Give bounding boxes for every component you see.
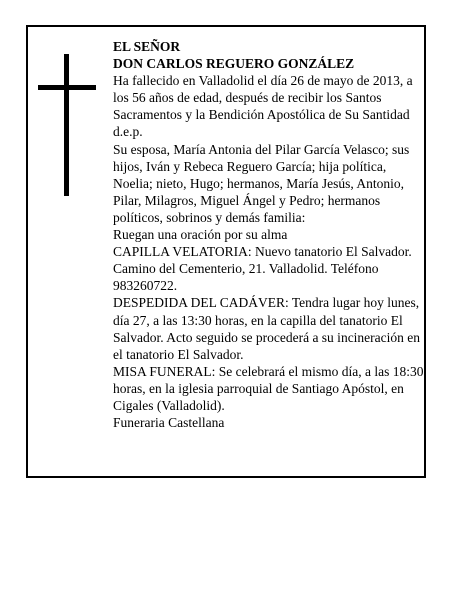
prayer-request: Ruegan una oración por su alma <box>113 227 288 243</box>
death-announcement: Ha fallecido en Valladolid el día 26 de mayo de 2013, a los 56 años de edad, después de recibir los Santos Sacramentos y la Bendición Apostólica de Su Santidad d.e.p. <box>113 73 413 140</box>
obituary-text <box>113 38 425 431</box>
family-list: Su esposa, María Antonia del Pilar García Velasco; sus hijos, Iván y Rebeca Reguero García; hija política, Noelia; nieto, Hugo; hermanos, María Jesús, Antonio, Pilar, Milagros, Miguel Ángel y Pedro; hermanos políticos, sobrinos y demás familia: <box>113 141 410 225</box>
deceased-name: DON CARLOS REGUERO GONZÁLEZ <box>113 56 355 72</box>
cross-icon <box>38 54 96 196</box>
notice-title: EL SEÑOR <box>113 39 181 54</box>
farewell-info: DESPEDIDA DEL CADÁVER: Tendra lugar hoy lunes, día 27, a las 13:30 horas, en la capilla del tanatorio El Salvador. Acto seguido se procederá a su incineración en el tanatorio El Salvador. <box>113 295 421 362</box>
funeral-home-name: Funeraria Castellana <box>113 415 225 431</box>
funeral-mass-info: MISA FUNERAL: Se celebrará el mismo día, a las 18:30 horas, en la iglesia parroquial de Santiago Apóstol, en Cigales (Valladolid). <box>113 363 424 413</box>
cross-horizontal-bar <box>38 85 96 90</box>
wake-chapel-info: CAPILLA VELATORIA: Nuevo tanatorio El Salvador. Camino del Cementerio, 21. Valladolid. Teléfono 983260722. <box>113 244 412 294</box>
cross-vertical-bar <box>64 54 69 196</box>
